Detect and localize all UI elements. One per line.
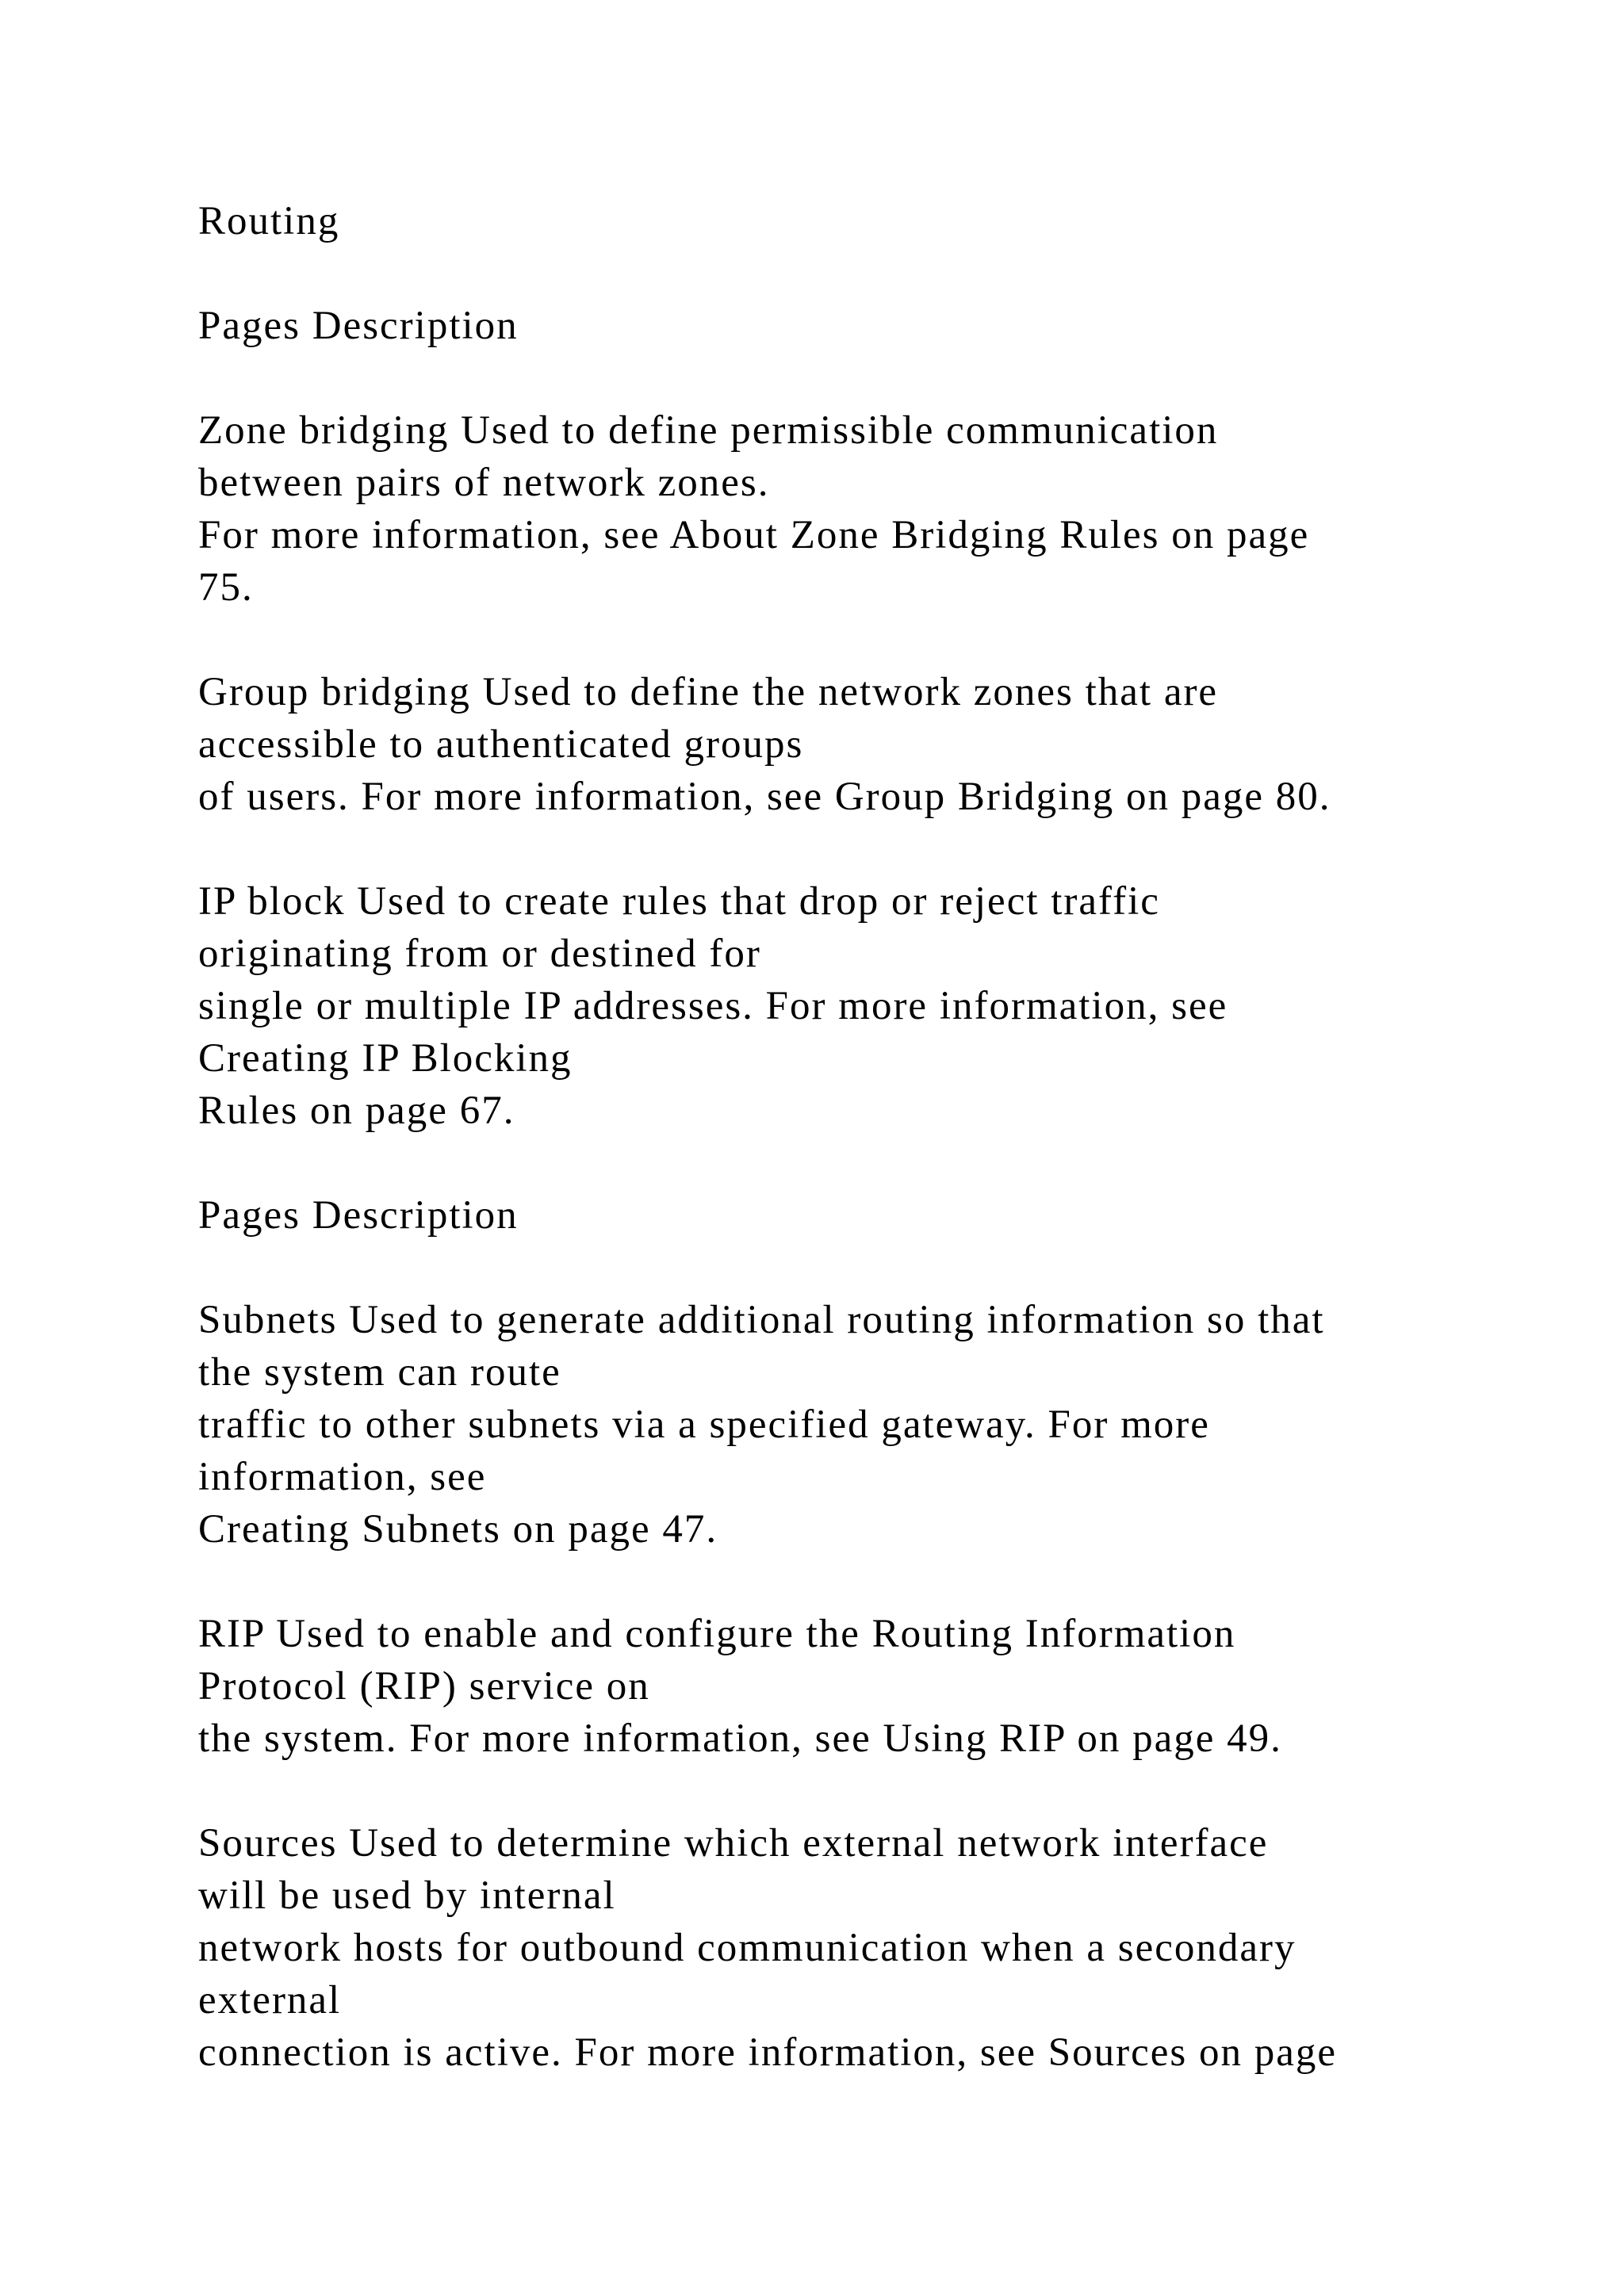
entry-line: Protocol (RIP) service on [198, 1664, 650, 1709]
entry-line: external [198, 1978, 342, 2022]
entry-line: IP block Used to create rules that drop or reject traffic [198, 879, 1160, 924]
entry-subnets [198, 1294, 1562, 1556]
entry-line: the system can route [198, 1350, 561, 1395]
heading-text: Routing [198, 199, 340, 243]
entry-line: Rules on page 67. [198, 1089, 515, 1133]
entry-line: traffic to other subnets via a specified gateway. For more [198, 1402, 1210, 1447]
table-header [198, 1189, 1562, 1242]
entry-line: originating from or destined for [198, 932, 761, 976]
document-body [198, 195, 1562, 2131]
entry-line: information, see [198, 1455, 487, 1499]
entry-line: network hosts for outbound communication when a secondary [198, 1926, 1297, 1970]
entry-group-bridging [198, 666, 1562, 823]
table-header [198, 300, 1562, 352]
entry-line: For more information, see About Zone Bridging Rules on page [198, 513, 1310, 557]
section-heading [198, 195, 1562, 247]
entry-line: Zone bridging Used to define permissible communication [198, 408, 1219, 453]
entry-zone-bridging [198, 404, 1562, 614]
entry-ip-block [198, 875, 1562, 1137]
entry-line: Sources Used to determine which external network interface [198, 1821, 1269, 1866]
entry-line: accessible to authenticated groups [198, 722, 804, 767]
entry-line: Creating Subnets on page 47. [198, 1507, 718, 1552]
entry-line: 75. [198, 565, 254, 610]
entry-line: of users. For more information, see Group Bridging on page 80. [198, 775, 1331, 819]
entry-sources [198, 1817, 1562, 2079]
entry-line: the system. For more information, see Using RIP on page 49. [198, 1716, 1282, 1761]
entry-line: single or multiple IP addresses. For more information, see [198, 984, 1228, 1028]
entry-line: will be used by internal [198, 1873, 616, 1918]
entry-line: between pairs of network zones. [198, 461, 770, 505]
entry-line: Group bridging Used to define the network zones that are [198, 670, 1219, 714]
entry-rip [198, 1608, 1562, 1765]
entry-line: connection is active. For more information, see Sources on page [198, 2030, 1338, 2075]
entry-line: Subnets Used to generate additional routing information so that [198, 1298, 1325, 1342]
entry-line: Creating IP Blocking [198, 1036, 573, 1081]
entry-line: RIP Used to enable and configure the Routing Information [198, 1612, 1236, 1656]
table-header-text: Pages Description [198, 1193, 519, 1238]
table-header-text: Pages Description [198, 304, 519, 348]
